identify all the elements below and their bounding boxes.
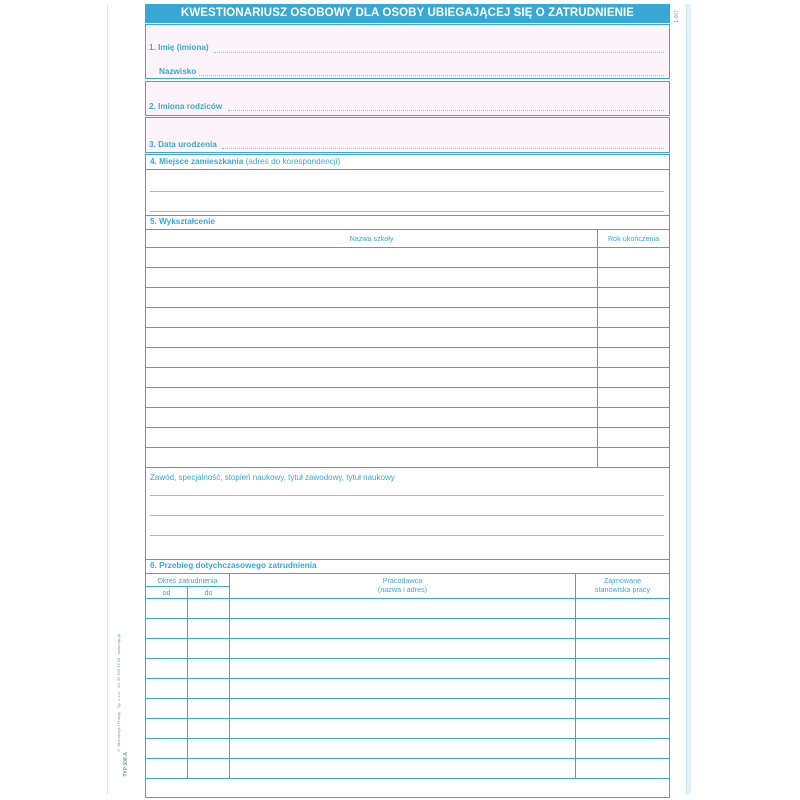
birth-date-field[interactable] (222, 148, 664, 149)
address-line-2[interactable] (150, 211, 664, 212)
table-row[interactable] (146, 599, 670, 619)
table-row[interactable] (146, 719, 670, 739)
form-number: 1-007 (674, 10, 680, 23)
table-row[interactable] (146, 739, 670, 759)
table-row[interactable] (146, 328, 670, 348)
school-name-header: Nazwa szkoły (146, 230, 598, 248)
education-table (145, 229, 670, 468)
profession-line-3[interactable] (150, 535, 664, 536)
table-row[interactable] (146, 619, 670, 639)
education-section-header (146, 215, 669, 230)
parents-names-label: 2. Imiona rodziców (149, 102, 223, 111)
address-section-header (146, 155, 669, 170)
left-margin-stub (108, 4, 132, 794)
education-label: 5. Wykształcenie (150, 217, 215, 226)
profession-line-2[interactable] (150, 515, 664, 516)
table-row[interactable] (146, 348, 670, 368)
table-row[interactable] (146, 408, 670, 428)
profession-label: Zawód, specjalność, stopień naukowy, tytuł zawodowy, tytuł naukowy (150, 473, 395, 482)
period-header: Okres zatrudnienia (146, 574, 230, 587)
employment-label: 6. Przebieg dotychczasowego zatrudnienia (150, 561, 317, 570)
employment-section-header (146, 559, 669, 574)
first-name-label: 1. Imię (imiona) (149, 43, 209, 52)
right-margin-stub (672, 4, 684, 794)
surname-field[interactable] (199, 75, 664, 76)
from-header: od (146, 587, 188, 599)
table-row[interactable] (146, 639, 670, 659)
surname-label: Nazwisko (159, 67, 197, 76)
table-row[interactable] (146, 388, 670, 408)
table-row[interactable] (146, 659, 670, 679)
education-header-row (146, 230, 670, 248)
employment-header-row (146, 574, 670, 587)
publisher-imprint: © Michalczyk i Prokop · Sp. z o.o. · tel. 32 203 93 00 · www.mip.pl (116, 634, 121, 754)
employment-table (145, 573, 670, 779)
birth-date-label: 3. Data urodzenia (149, 140, 217, 149)
page-edge-right (686, 4, 691, 794)
address-label: 4. Miejsce zamieszkania (adres do korespondencji) (150, 157, 341, 166)
parents-names-field[interactable] (228, 110, 664, 111)
table-row[interactable] (146, 448, 670, 468)
questionnaire-form (145, 4, 670, 597)
table-row[interactable] (146, 699, 670, 719)
table-row[interactable] (146, 288, 670, 308)
first-name-field[interactable] (214, 52, 664, 53)
parents-box (145, 81, 670, 116)
profession-line-1[interactable] (150, 495, 664, 496)
table-row[interactable] (146, 248, 670, 268)
table-row[interactable] (146, 679, 670, 699)
birth-date-box (145, 117, 670, 153)
table-row[interactable] (146, 308, 670, 328)
to-header: do (188, 587, 230, 599)
name-box (145, 24, 670, 79)
table-row[interactable] (146, 759, 670, 779)
table-row[interactable] (146, 428, 670, 448)
form-title: KWESTIONARIUSZ OSOBOWY DLA OSOBY UBIEGAJĄCEJ SIĘ O ZATRUDNIENIE (145, 4, 670, 23)
graduation-year-header: Rok ukończenia (598, 230, 670, 248)
form-type-code: TYP 508-A (123, 752, 129, 777)
employer-header: Pracodawca (nazwa i adres) (230, 574, 576, 599)
table-row[interactable] (146, 368, 670, 388)
address-line-1[interactable] (150, 191, 664, 192)
table-row[interactable] (146, 268, 670, 288)
position-header: Zajmowane stanowiska pracy (576, 574, 670, 599)
main-sections-box (145, 154, 670, 798)
